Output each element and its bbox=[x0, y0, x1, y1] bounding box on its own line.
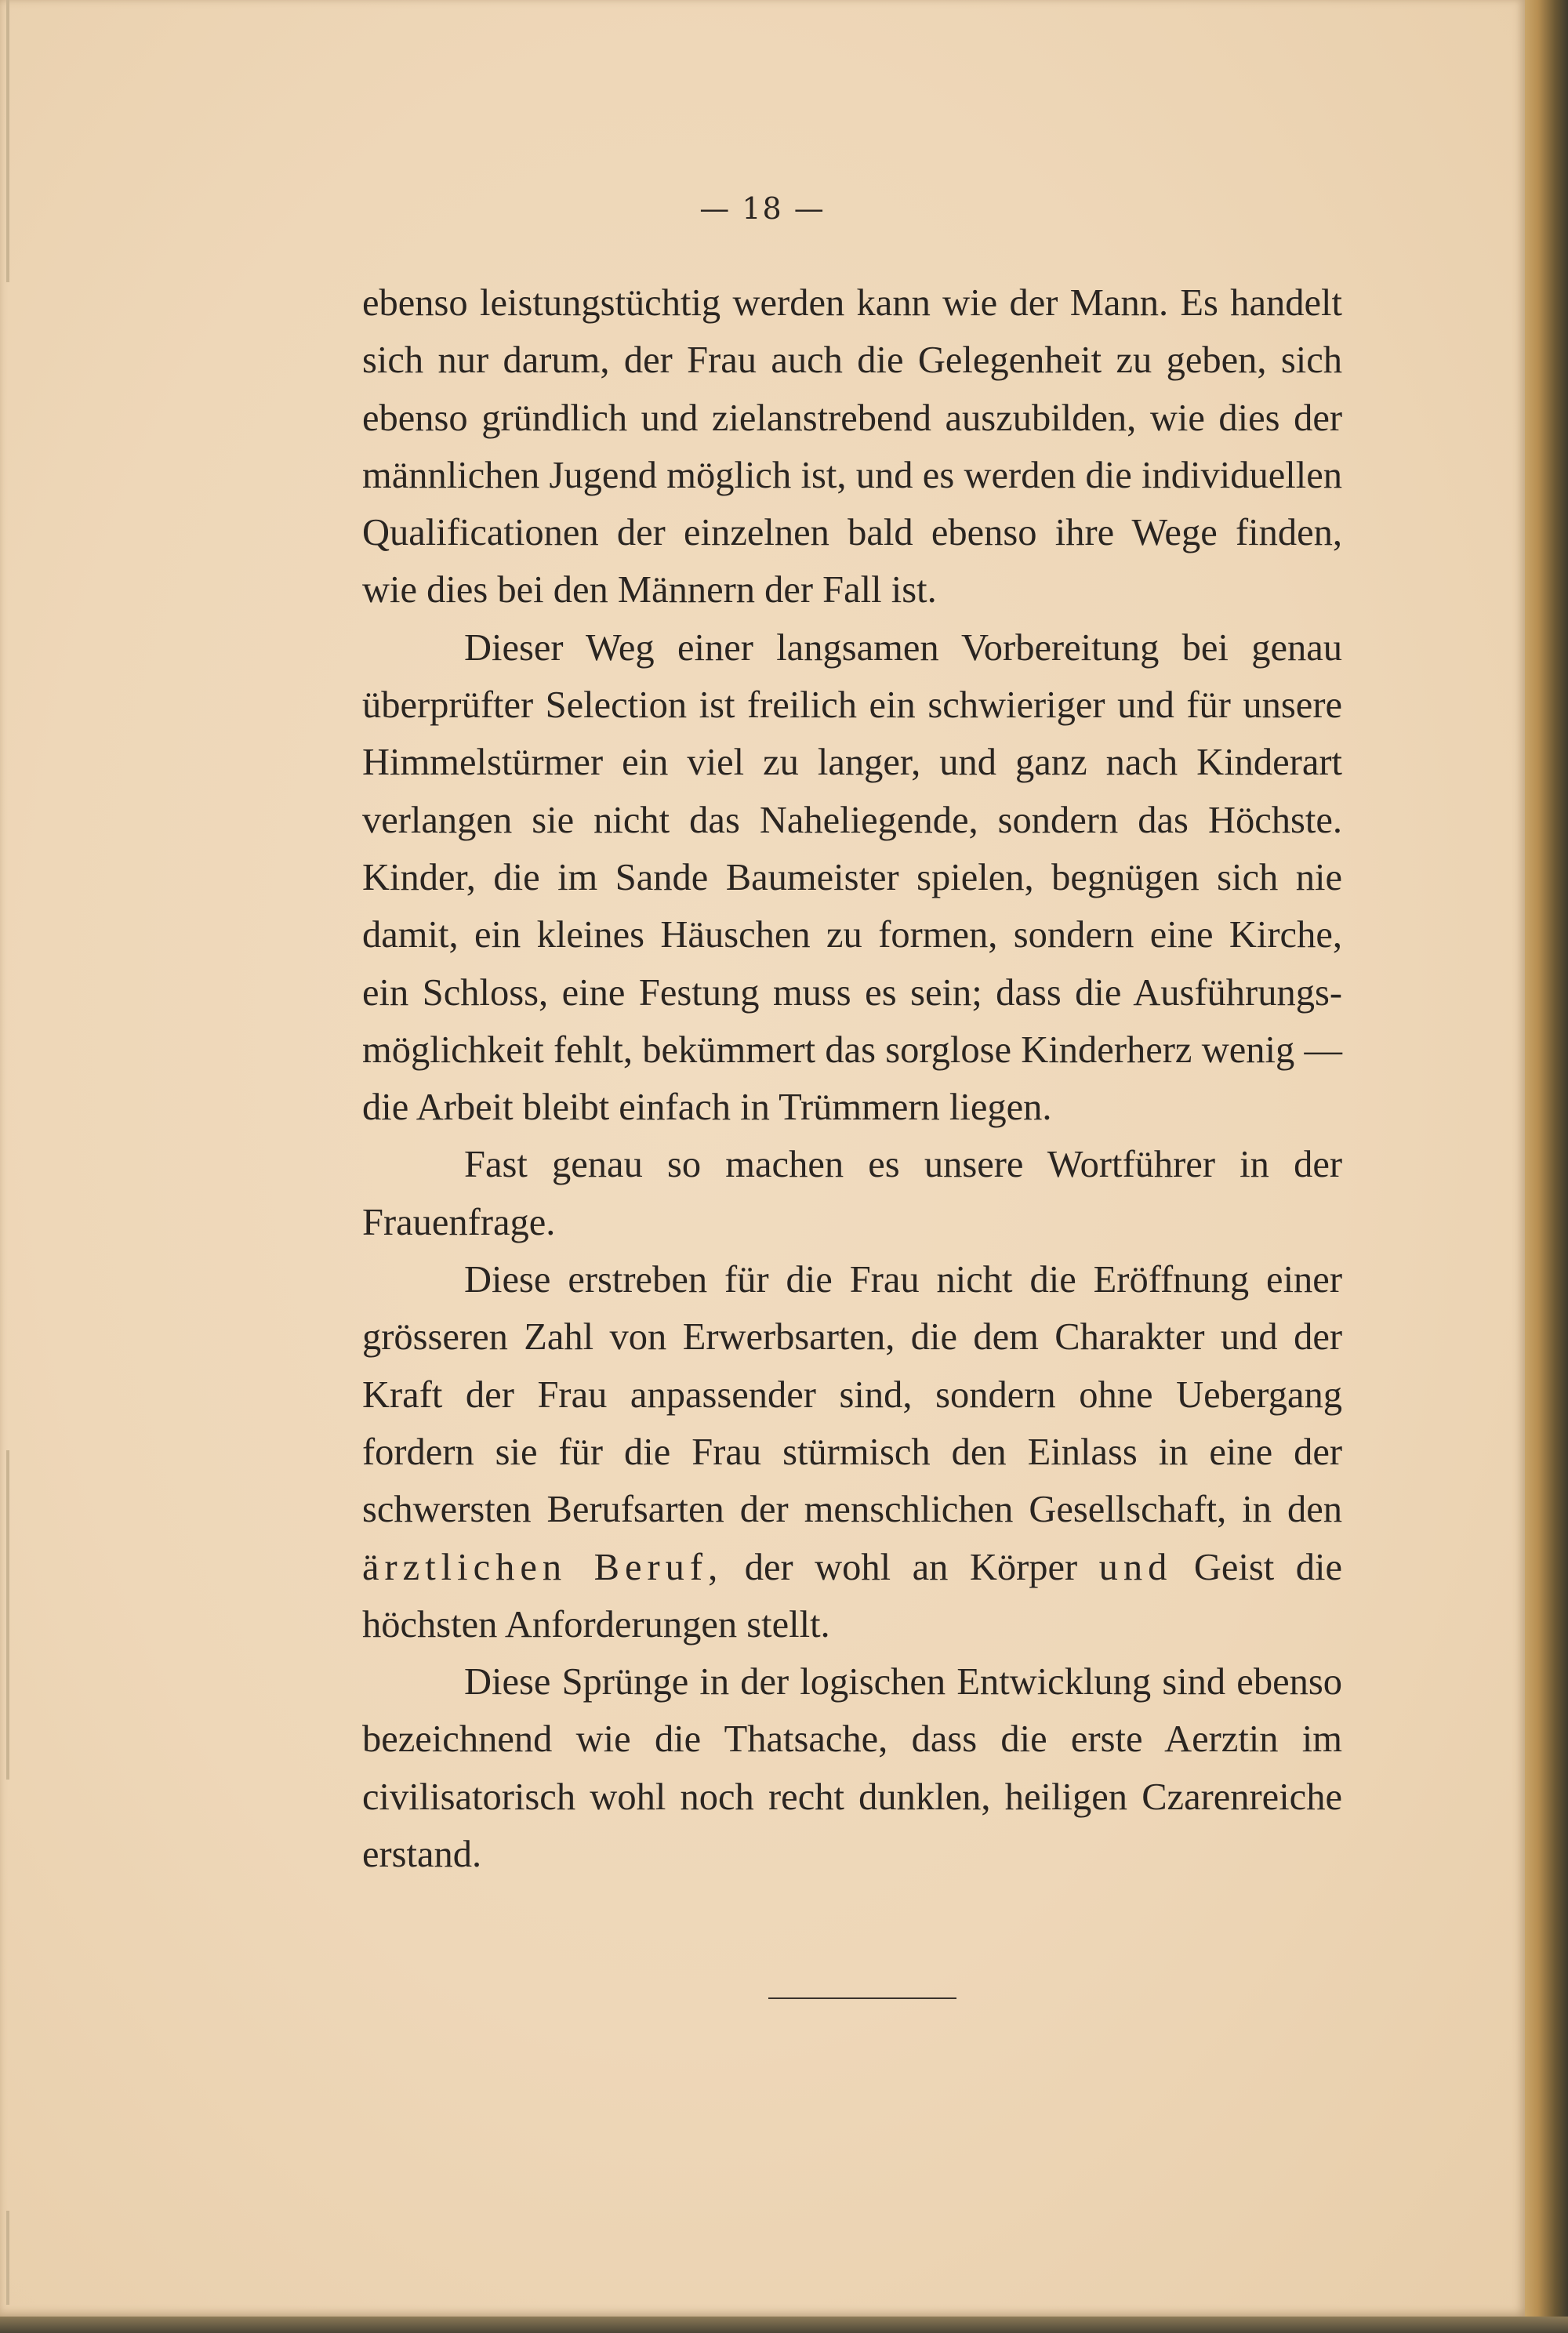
page-gutter-mark bbox=[6, 2211, 9, 2305]
book-edge-bottom bbox=[0, 2317, 1568, 2333]
book-edge bbox=[1525, 0, 1568, 2333]
paragraph-text: Dieser Weg einer langsamen Vorbereitung bei genau überprüfter Selection ist freilich ein schwieriger und für unsere Himmelstürmer ein viel zu langer, und ganz nach Kinderart verlangen sie nicht das Naheliegende, sondern das Höchste. Kinder, die im Sande Baumeister spielen, begnügen sich nie damit, ein kleines Häuschen zu formen, sondern eine Kirche, ein Schloss, eine Festung muss es sein; dass die Ausführungsmöglichkeit fehlt, bekümmert das sorglose Kinderherz wenig — die Arbeit bleibt einfach in Trümmern liegen. bbox=[362, 626, 1342, 1129]
paragraph bbox=[362, 274, 1342, 619]
paragraph-text: Fast genau so machen es unsere Wortführer in der Frauenfrage. bbox=[362, 1144, 1342, 1243]
paragraph bbox=[362, 1653, 1342, 1883]
section-end-rule bbox=[768, 1997, 956, 1999]
paragraph-text: ebenso leistungstüchtig werden kann wie der Mann. Es handelt sich nur darum, der Frau auch die Gelegenheit zu geben, sich ebenso gründlich und zielanstrebend auszubilden, wie dies der männlichen Jugend möglich ist, und es werden die individuellen Qualificationen der einzelnen bald ebenso ihre Wege finden, wie dies bei den Männern der Fall ist. bbox=[362, 282, 1342, 611]
paragraph-text: Diese Sprünge in der logischen Entwicklung sind ebenso bezeichnend wie die Thatsache, dass die erste Aerztin im civilisatorisch wohl noch recht dunklen, heiligen Czarenreiche erstand. bbox=[362, 1661, 1342, 1876]
paragraph-text: Geist die höchsten Anforderungen stellt. bbox=[362, 1546, 1343, 1645]
page-gutter-mark bbox=[6, 0, 9, 282]
paragraph-text: der wohl an Körper bbox=[723, 1546, 1078, 1588]
paragraph bbox=[362, 1136, 1342, 1251]
emphasized-text: ärztlichen Beruf, bbox=[362, 1546, 724, 1588]
page-gutter-mark bbox=[6, 1450, 9, 1780]
emphasized-text: und bbox=[1098, 1546, 1173, 1588]
page-number: — 18 — bbox=[699, 191, 826, 226]
paragraph bbox=[362, 1251, 1342, 1653]
body-text bbox=[362, 274, 1342, 1883]
paragraph-text: Diese erstreben für die Frau nicht die Eröffnung einer grösseren Zahl von Erwerbsarten, die dem Charakter und der Kraft der Frau anpassender sind, sondern ohne Uebergang fordern sie für die Frau stürmisch den Einlass in eine der schwersten Berufsarten der menschlichen Gesellschaft, in den bbox=[362, 1259, 1342, 1531]
paragraph bbox=[362, 619, 1342, 1137]
